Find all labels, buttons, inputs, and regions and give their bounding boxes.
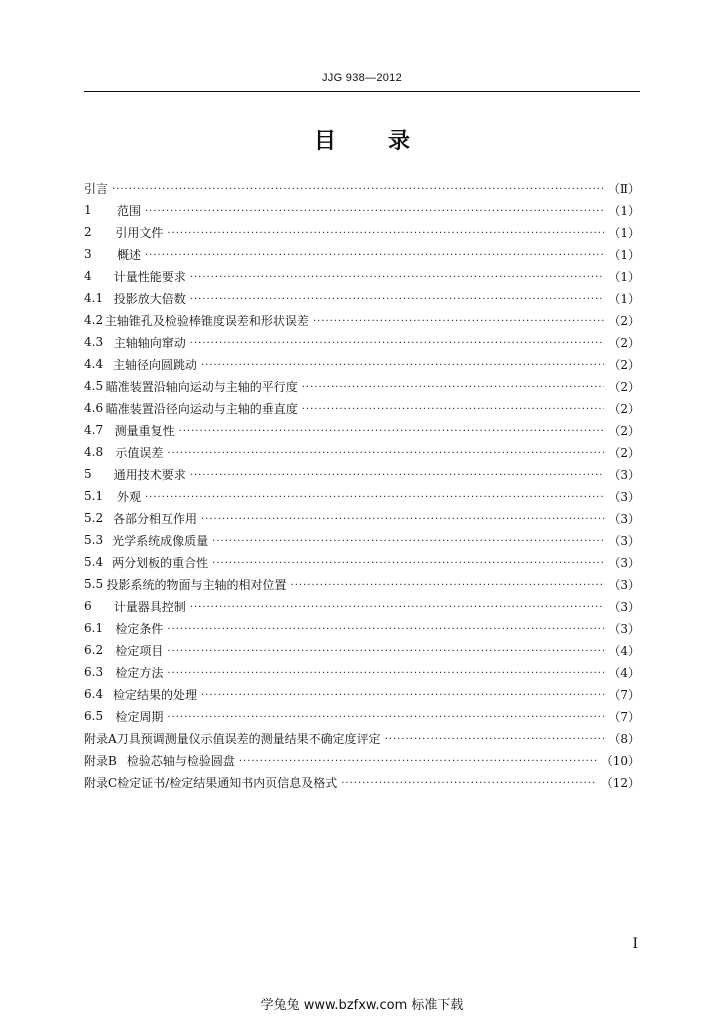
toc-entry-leader — [190, 338, 605, 349]
toc-entry — [84, 661, 640, 683]
toc-entry-leader — [302, 382, 605, 393]
toc-entry — [84, 221, 640, 243]
toc-entry — [84, 397, 640, 419]
toc-entry-page: （3） — [608, 599, 640, 614]
toc-entry-title: 光学系统成像质量 — [112, 533, 209, 548]
toc-entry-page: （4） — [608, 665, 640, 680]
toc-entry-number: 3 — [84, 247, 92, 261]
table-of-contents — [84, 177, 640, 793]
header-rule — [84, 91, 640, 92]
toc-entry-title: 主轴锥孔及检验棒锥度误差和形状误差 — [104, 313, 309, 328]
toc-entry-page: （2） — [608, 313, 640, 328]
toc-entry-leader — [145, 206, 604, 217]
toc-entry — [84, 463, 640, 485]
toc-entry — [84, 243, 640, 265]
toc-entry-title: 范围 — [116, 203, 141, 218]
toc-entry-page: （3） — [608, 555, 640, 570]
toc-entry-page: （1） — [608, 225, 640, 240]
toc-entry-title: 外观 — [116, 489, 141, 504]
toc-entry-leader — [190, 272, 605, 283]
toc-entry-page: （3） — [608, 511, 640, 526]
toc-entry — [84, 441, 640, 463]
toc-entry-leader — [179, 426, 605, 437]
toc-entry — [84, 683, 640, 705]
toc-entry-page: （1） — [608, 247, 640, 262]
toc-entry-leader — [167, 646, 604, 657]
toc-entry — [84, 551, 640, 573]
toc-entry-leader — [385, 734, 605, 745]
toc-entry — [84, 507, 640, 529]
toc-entry-leader — [167, 228, 604, 239]
toc-entry — [84, 617, 640, 639]
toc-entry-number: 5.5 — [84, 577, 104, 591]
toc-entry-page: （4） — [608, 643, 640, 658]
toc-entry — [84, 287, 640, 309]
toc-entry-leader — [167, 624, 604, 635]
toc-entry-number: 4 — [84, 269, 92, 283]
toc-entry-leader — [201, 514, 604, 525]
toc-entry-title: 检定项目 — [115, 643, 164, 658]
toc-entry-leader — [302, 404, 605, 415]
toc-entry-page: （2） — [608, 335, 640, 350]
toc-entry-page: （1） — [608, 269, 640, 284]
toc-entry-title: 主轴径向圆跳动 — [112, 357, 197, 372]
toc-entry-title: 示值误差 — [115, 445, 164, 460]
toc-entry-title: 概述 — [116, 247, 141, 262]
toc-entry-number: 6.2 — [84, 643, 104, 657]
toc-entry-leader — [341, 778, 596, 789]
toc-entry-title: 检定条件 — [115, 621, 164, 636]
toc-entry-page: （7） — [608, 709, 640, 724]
toc-entry — [84, 705, 640, 727]
toc-entry-leader — [145, 250, 604, 261]
toc-entry-leader — [313, 316, 604, 327]
toc-entry-number: 4.6 — [84, 401, 104, 415]
toc-entry-page: （2） — [608, 445, 640, 460]
toc-entry-page: （Ⅱ） — [607, 181, 640, 196]
toc-entry-title: 计量器具控制 — [113, 599, 186, 614]
toc-entry-leader — [201, 360, 604, 371]
toc-entry-number: 6.3 — [84, 665, 104, 679]
toc-entry-number: 2 — [84, 225, 92, 239]
toc-entry-leader — [167, 668, 604, 679]
toc-entry-number: 4.3 — [84, 335, 104, 349]
toc-entry-number: 4.5 — [84, 379, 104, 393]
toc-entry-page: （1） — [608, 291, 640, 306]
toc-entry-title: 各部分相互作用 — [112, 511, 197, 526]
toc-entry-title: 引言 — [84, 181, 109, 196]
toc-entry — [84, 177, 640, 199]
toc-entry-leader — [167, 448, 604, 459]
toc-entry-title: 投影放大倍数 — [113, 291, 186, 306]
toc-entry-leader — [190, 470, 605, 481]
toc-entry-number: 5.1 — [84, 489, 104, 503]
toc-entry-leader — [145, 492, 604, 503]
toc-entry-leader — [167, 712, 604, 723]
toc-entry-page: （3） — [608, 533, 640, 548]
toc-entry-number: 4.4 — [84, 357, 104, 371]
toc-entry-number: 附录B — [84, 753, 117, 768]
toc-entry — [84, 199, 640, 221]
toc-entry-leader — [201, 690, 604, 701]
toc-entry-page: （12） — [600, 775, 640, 790]
toc-entry-page: （2） — [608, 423, 640, 438]
toc-entry-page: （1） — [608, 203, 640, 218]
toc-entry-page: （3） — [608, 621, 640, 636]
toc-entry — [84, 749, 640, 771]
toc-entry-leader — [190, 602, 605, 613]
toc-entry-title: 计量性能要求 — [113, 269, 186, 284]
page-number: I — [632, 936, 638, 952]
toc-entry-number: 4.1 — [84, 291, 104, 305]
toc-entry-number: 5.4 — [84, 555, 104, 569]
toc-entry-page: （2） — [608, 357, 640, 372]
toc-entry-number: 5.3 — [84, 533, 104, 547]
toc-entry — [84, 529, 640, 551]
toc-entry — [84, 265, 640, 287]
toc-entry-title: 投影系统的物面与主轴的相对位置 — [106, 577, 287, 592]
toc-entry-page: （3） — [608, 577, 640, 592]
toc-entry-leader — [291, 580, 605, 591]
toc-entry-number: 5 — [84, 467, 92, 481]
toc-entry-number: 1 — [84, 203, 92, 217]
toc-entry-leader — [112, 184, 604, 195]
toc-entry — [84, 485, 640, 507]
toc-entry-number: 6.4 — [84, 687, 104, 701]
toc-entry-number: 6.5 — [84, 709, 104, 723]
toc-entry — [84, 727, 640, 749]
toc-entry-number: 6 — [84, 599, 92, 613]
toc-entry-page: （3） — [608, 467, 640, 482]
toc-entry-page: （8） — [608, 731, 640, 746]
toc-entry — [84, 771, 640, 793]
toc-title-char-1: 目 — [313, 129, 336, 154]
toc-entry-page: （2） — [608, 401, 640, 416]
toc-entry — [84, 639, 640, 661]
toc-entry-leader — [212, 536, 604, 547]
toc-entry-number: 附录A — [84, 731, 117, 746]
toc-entry-page: （7） — [608, 687, 640, 702]
document-code-header: JJG 938—2012 — [321, 72, 403, 84]
toc-title-char-2: 录 — [388, 129, 411, 154]
toc-entry-title: 检验芯轴与检验圆盘 — [126, 753, 235, 768]
toc-entry-number: 4.2 — [84, 313, 104, 327]
toc-title — [84, 124, 640, 155]
toc-entry-title: 引用文件 — [115, 225, 164, 240]
toc-entry — [84, 353, 640, 375]
toc-entry — [84, 595, 640, 617]
toc-entry-number: 4.7 — [84, 423, 104, 437]
toc-entry-page: （2） — [608, 379, 640, 394]
toc-entry — [84, 573, 640, 595]
toc-entry-number: 附录C — [84, 775, 118, 790]
toc-entry-title: 两分划板的重合性 — [112, 555, 209, 570]
toc-entry-title: 检定周期 — [115, 709, 164, 724]
toc-entry-title: 主轴轴向窜动 — [113, 335, 186, 350]
toc-entry-title: 瞄准装置沿轴向运动与主轴的平行度 — [105, 379, 298, 394]
footer-watermark: 学兔兔 www.bzfxw.com 标准下载 — [260, 998, 464, 1013]
toc-entry — [84, 419, 640, 441]
toc-entry-leader — [239, 756, 597, 767]
toc-entry-leader — [190, 294, 605, 305]
toc-entry-page: （10） — [600, 753, 640, 768]
toc-entry-page: （3） — [608, 489, 640, 504]
toc-entry-title: 通用技术要求 — [113, 467, 186, 482]
toc-entry-title: 检定结果的处理 — [112, 687, 197, 702]
toc-entry-title: 瞄准装置沿径向运动与主轴的垂直度 — [105, 401, 298, 416]
toc-entry-title: 检定方法 — [115, 665, 164, 680]
toc-entry-leader — [212, 558, 604, 569]
toc-entry-title: 检定证书/检定结果通知书内页信息及格式 — [117, 775, 338, 790]
toc-entry — [84, 331, 640, 353]
toc-entry — [84, 375, 640, 397]
toc-entry-number: 5.2 — [84, 511, 104, 525]
toc-entry-number: 6.1 — [84, 621, 104, 635]
toc-entry-number: 4.8 — [84, 445, 104, 459]
toc-entry-title: 测量重复性 — [114, 423, 175, 438]
toc-entry-title: 刀具预调测量仪示值误差的测量结果不确定度评定 — [116, 731, 381, 746]
toc-entry — [84, 309, 640, 331]
